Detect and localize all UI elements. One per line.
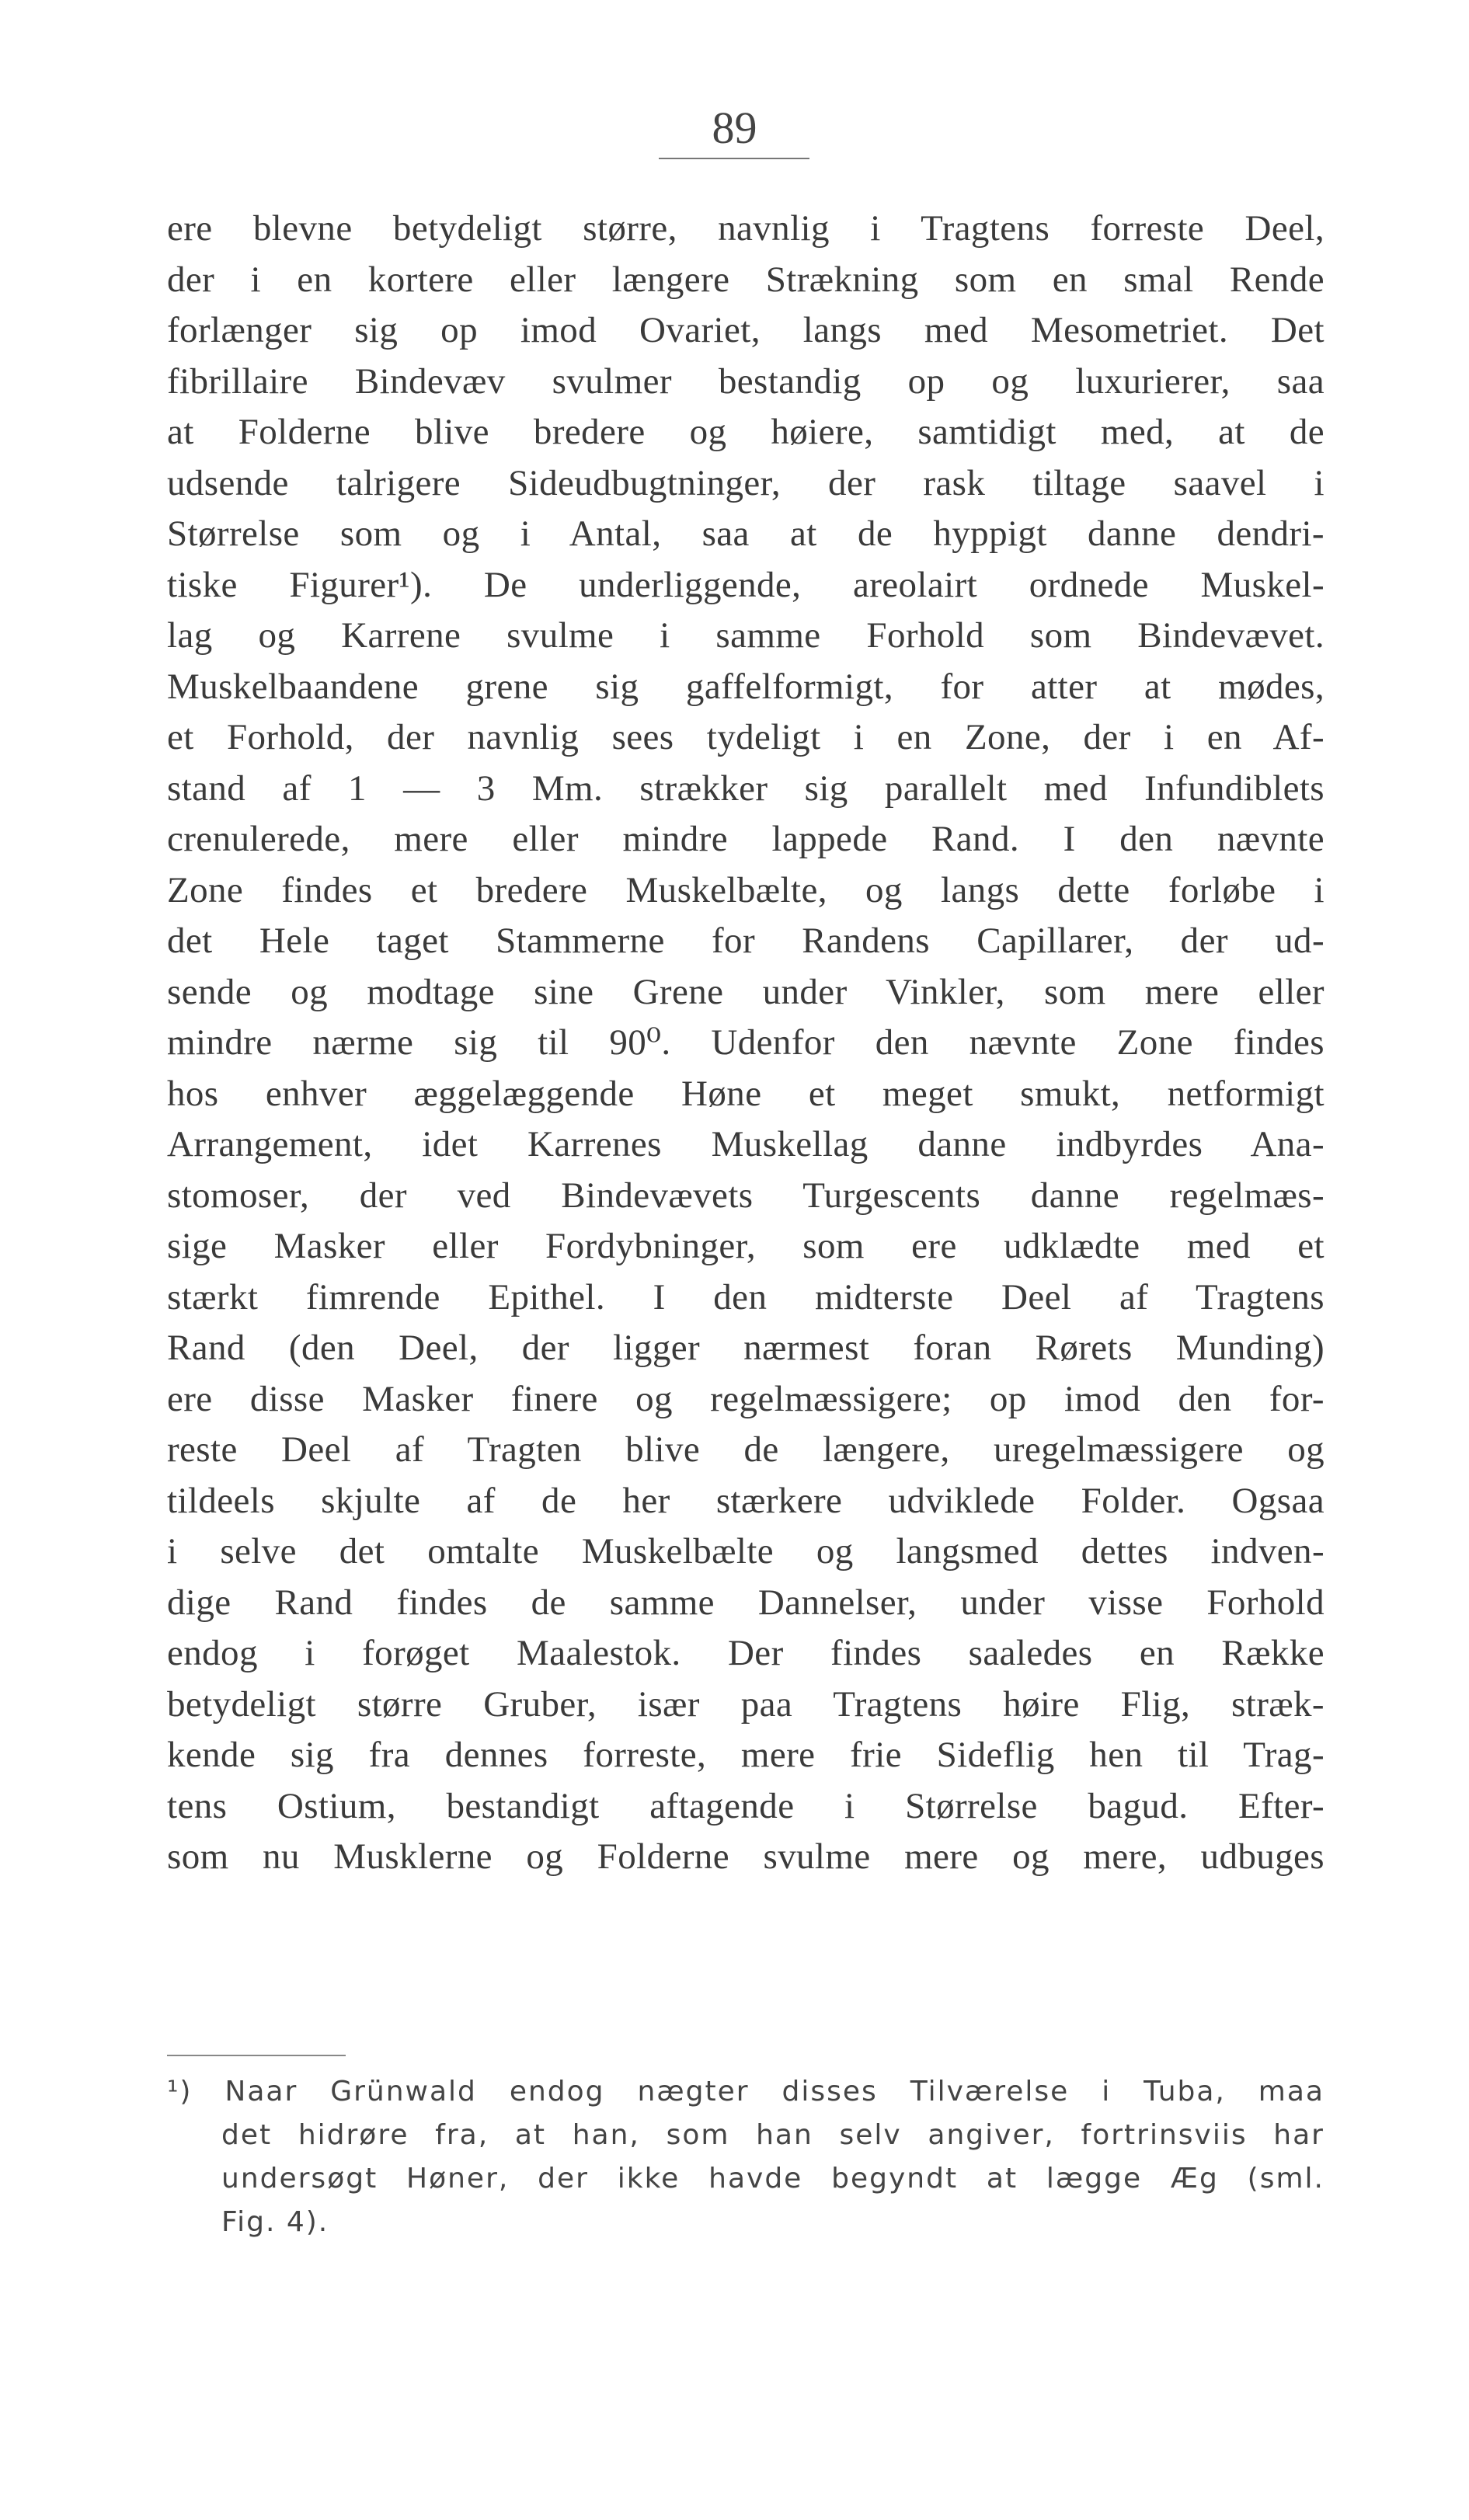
- text-line: stand af 1 — 3 Mm. strækker sig parallelt med Infundiblets: [167, 767, 1325, 809]
- text-line: et Forhold, der navnlig sees tydeligt i en Zone, der i en Af-: [167, 717, 1325, 757]
- text-line: mindre nærme sig til 90⁰. Udenfor den nævnte Zone findes: [167, 1022, 1325, 1063]
- text-line: der i en kortere eller længere Strækning som en smal Rende: [167, 259, 1325, 300]
- text-line: i selve det omtalte Muskelbælte og langsmed dettes indven-: [167, 1531, 1325, 1572]
- body-text: [167, 204, 1325, 1883]
- text-line: udsende talrigere Sideudbugtninger, der rask tiltage saavel i: [167, 462, 1325, 503]
- text-line: endog i forøget Maalestok. Der findes saaledes en Række: [167, 1633, 1325, 1673]
- text-line: dige Rand findes de samme Dannelser, under visse Forhold: [167, 1582, 1325, 1623]
- text-line: crenulerede, mere eller mindre lappede Rand. I den nævnte: [167, 819, 1325, 859]
- text-line: som nu Musklerne og Folderne svulme mere og mere, udbuges: [167, 1836, 1325, 1877]
- footnote-line: det hidrøre fra, at han, som han selv angiver, fortrinsviis har: [221, 2119, 1325, 2151]
- text-line: sende og modtage sine Grene under Vinkler, som mere eller: [167, 971, 1325, 1012]
- text-line: tens Ostium, bestandigt aftagende i Størrelse bagud. Efter-: [167, 1785, 1325, 1826]
- footnote-line: undersøgt Høner, der ikke havde begyndt at lægge Æg (sml.: [221, 2163, 1325, 2195]
- text-line: Arrangement, idet Karrenes Muskellag danne indbyrdes Ana-: [167, 1124, 1325, 1164]
- text-line: Størrelse som og i Antal, saa at de hyppigt danne dendri-: [167, 513, 1325, 554]
- text-line: lag og Karrene svulme i samme Forhold som Bindevævet.: [167, 615, 1325, 656]
- text-line: ere blevne betydeligt større, navnlig i Tragtens forreste Deel,: [167, 208, 1325, 249]
- page-number-underline: [659, 158, 809, 159]
- text-line: Zone findes et bredere Muskelbælte, og langs dette forløbe i: [167, 869, 1325, 910]
- footnote-line: ¹) Naar Grünwald endog nægter disses Tilværelse i Tuba, maa: [167, 2076, 1325, 2108]
- footnotes: [167, 2070, 1325, 2244]
- text-line: Rand (den Deel, der ligger nærmest foran Rørets Munding): [167, 1328, 1325, 1368]
- text-line: tildeels skjulte af de her stærkere udviklede Folder. Ogsaa: [167, 1480, 1325, 1521]
- text-line: stomoser, der ved Bindevævets Turgescents danne regelmæs-: [167, 1175, 1325, 1216]
- text-line: sige Masker eller Fordybninger, som ere udklædte med et: [167, 1226, 1325, 1266]
- text-line: kende sig fra dennes forreste, mere frie Sideflig hen til Trag-: [167, 1735, 1325, 1775]
- footnote-separator: [167, 2055, 346, 2056]
- text-line: forlænger sig op imod Ovariet, langs med Mesometriet. Det: [167, 310, 1325, 350]
- text-line: Muskelbaandene grene sig gaffelformigt, for atter at mødes,: [167, 666, 1325, 707]
- text-line: hos enhver æggelæggende Høne et meget smukt, netformigt: [167, 1073, 1325, 1114]
- page-number: 89: [712, 103, 757, 153]
- text-line: fibrillaire Bindevæv svulmer bestandig op og luxurierer, saa: [167, 360, 1325, 402]
- text-line: at Folderne blive bredere og høiere, samtidigt med, at de: [167, 412, 1325, 452]
- text-line: ere disse Masker finere og regelmæssigere; op imod den for-: [167, 1378, 1325, 1419]
- text-line: betydeligt større Gruber, især paa Tragtens høire Flig, stræk-: [167, 1683, 1325, 1725]
- text-line: det Hele taget Stammerne for Randens Capillarer, der ud-: [167, 921, 1325, 961]
- text-line: reste Deel af Tragten blive de længere, uregelmæssigere og: [167, 1429, 1325, 1470]
- text-line: tiske Figurer¹). De underliggende, areolairt ordnede Muskel-: [167, 564, 1325, 605]
- footnote-line: Fig. 4).: [221, 2206, 329, 2238]
- text-line: stærkt fimrende Epithel. I den midterste Deel af Tragtens: [167, 1276, 1325, 1317]
